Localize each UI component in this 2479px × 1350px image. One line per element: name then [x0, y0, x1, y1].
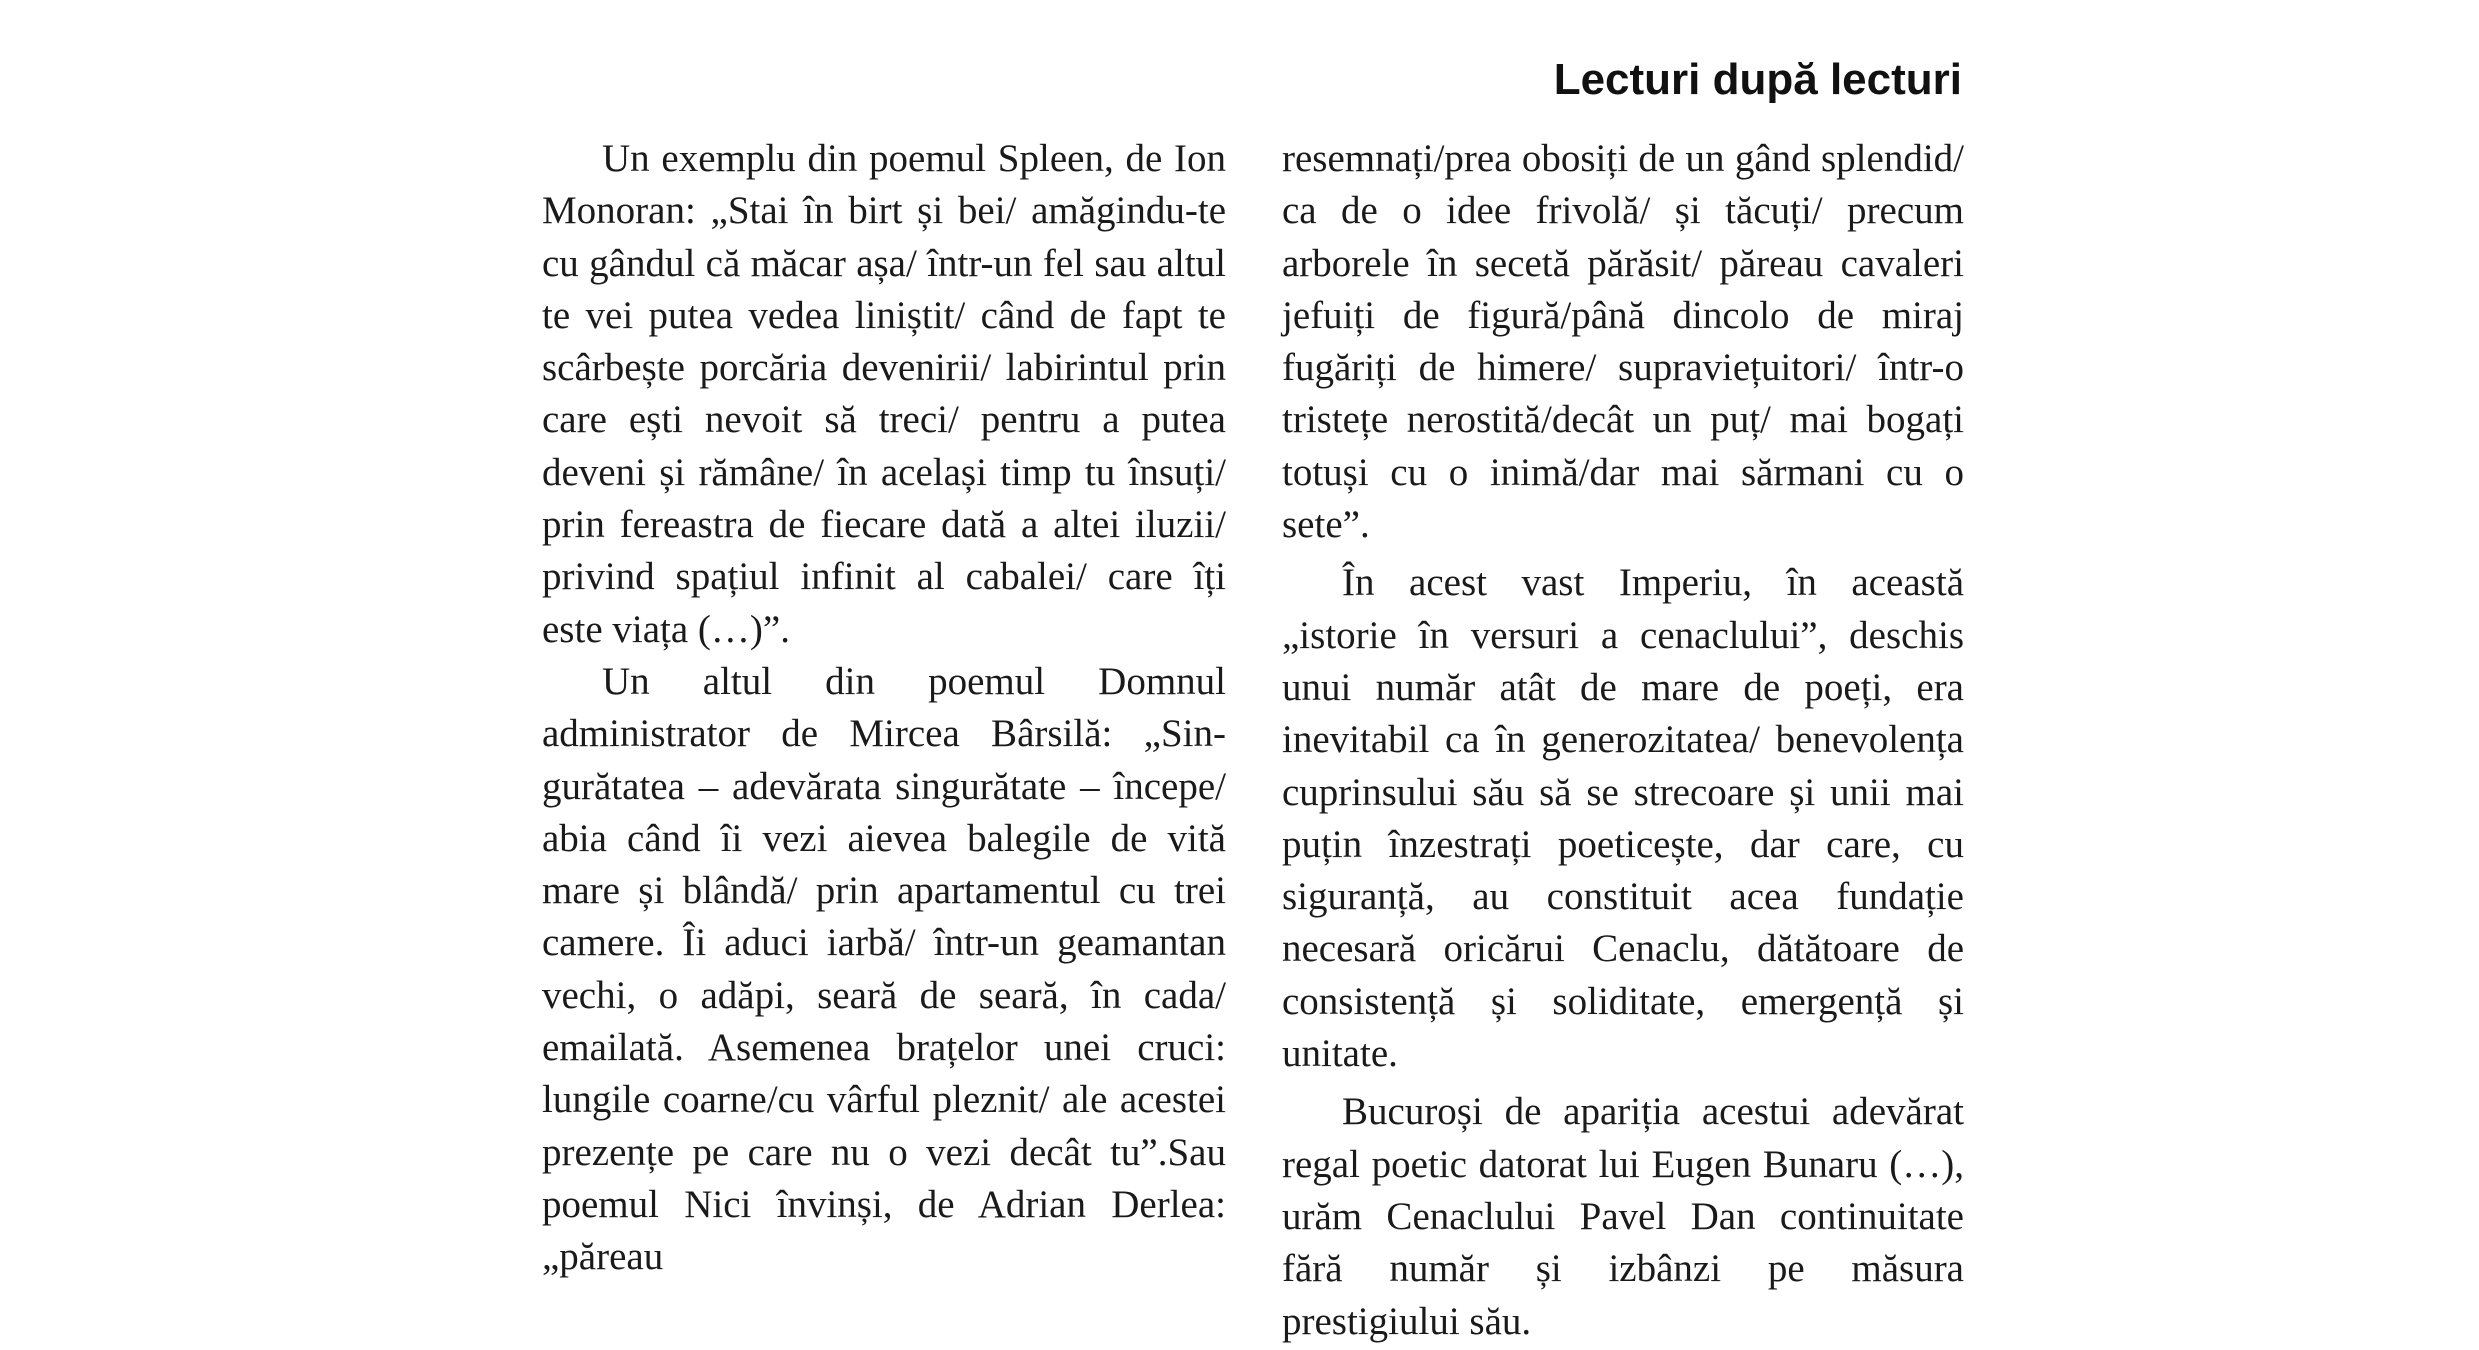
paragraph-monoran-excerpt: Un exemplu din poemul Spleen, de Ion Monoran: „Stai în birt și bei/ amăgindu-te cu gândul că măcar așa/ într-un fel sau altul te vei putea vedea liniștit/ când de fapt te scârbește porcăria devenirii/ labirintul prin care ești nevoit să treci/ pentru a putea deveni și rămâne/ în același timp tu însuți/ prin fereastra de fiecare dată a altei iluzii/ privind spațiul infinit al cabalei/ care îți este viața (…)”.: [542, 137, 1226, 651]
paragraph-imperiu: În acest vast Imperiu, în această „istorie în versuri a cenaclului”, deschis unui număr atât de mare de poeți, era inevitabil ca în generozitatea/ benevolența cuprinsului său să se strecoare și unii mai puțin înzestrați poeticește, dar care, cu siguranță, au constituit acea fundație necesară oricărui Cenaclu, dătătoare de consistență și soliditate, emergență și unitate.: [1282, 561, 1964, 1076]
paragraph-barsila-excerpt: Un altul din poemul Domnul administrator de Mircea Bârsilă: „Singurătatea – adevărata singurătate – începe/ abia când îi vezi aievea balegile de vită mare și blândă/ prin apartamentul cu trei camere. Îi aduci iarbă/ într-un geamantan vechi, o adăpi, seară de seară, în cada/ emailată. Asemenea brațelor unei cruci: lungile coarne/cu vârful pleznit/ ale acestei prezențe pe care nu o vezi decât tu”.Sau poemul Nici învinși, de Adrian Derlea: „păreau: [542, 659, 1226, 1279]
right-column: [1282, 133, 1964, 1348]
running-header: Lecturi după lecturi: [1553, 55, 1962, 104]
left-column: [542, 133, 1226, 1284]
paragraph-derlea-continuation: resemnați/prea obosiți de un gând splendid/ ca de o idee frivolă/ și tăcuți/ precum arborele în secetă părăsit/ păreau cavaleri jefuiți de figură/până dincolo de miraj fugăriți de himere/ supraviețuitori/ într-o tristețe nerostită/decât un puț/ mai bogați totuși cu o inimă/dar mai sărmani cu o sete”.: [1282, 137, 1964, 547]
paragraph-conclusion: Bucuroși de apariția acestui adevărat regal poetic datorat lui Eugen Bunaru (…), urăm Cenaclului Pavel Dan continuitate fără număr și izbânzi pe măsura prestigiului său.: [1282, 1090, 1964, 1343]
